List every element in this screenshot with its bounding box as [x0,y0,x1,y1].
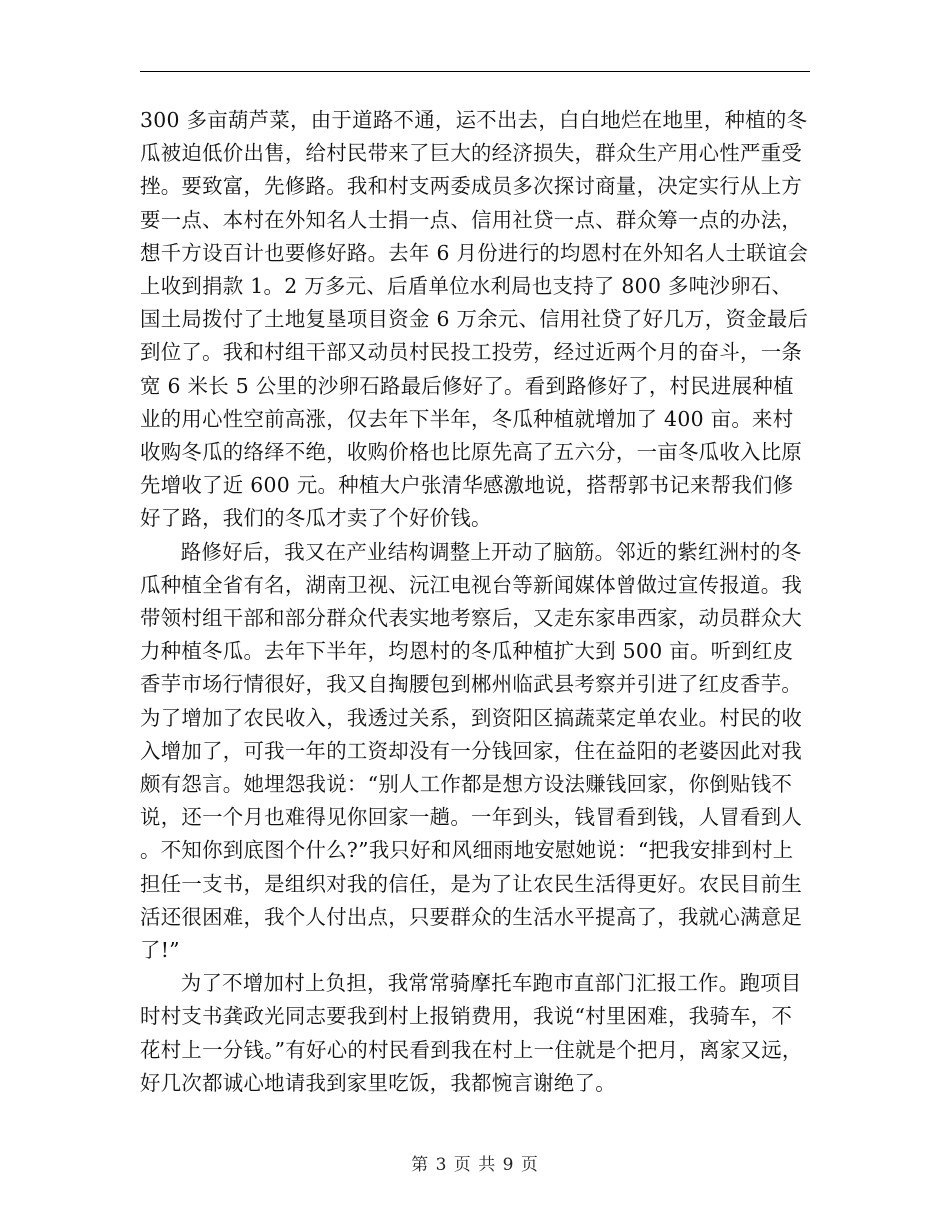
paragraph-3: 为了不增加村上负担，我常常骑摩托车跑市直部门汇报工作。跑项目时村支书龚政光同志要我到村上报销费用，我说“村里困难，我骑车，不花村上一分钱。”有好心的村民看到我在村上一住就是个把月，离家又远，好几次都诚心地请我到家里吃饭，我都惋言谢绝了。 [140,971,803,1095]
document-body [140,104,812,1100]
page-footer: 第 3 页 共 9 页 [411,1155,539,1175]
header-rule [140,71,810,72]
paragraph-2: 路修好后，我又在产业结构调整上开动了脑筋。邻近的紫红洲村的冬瓜种植全省有名，湖南卫视、沅江电视台等新闻媒体曾做过宣传报道。我带领村组干部和部分群众代表实地考察后，又走东家串西家，动员群众大力种植冬瓜。去年下半年，均恩村的冬瓜种植扩大到 500 亩。听到红皮香芋市场行情很好，我又自掏腰包到郴州临武县考察并引进了红皮香芋。为了增加了农民收入，我透过关系，到资阳区搞蔬菜定单农业。村民的收入增加了，可我一年的工资却没有一分钱回家，住在益阳的老婆因此对我颇有怨言。她埋怨我说：“别人工作都是想方设法赚钱回家，你倒贴钱不说，还一个月也难得见你回家一趟。一年到头，钱冒看到钱，人冒看到人。不知你到底图个什么?”我只好和风细雨地安慰她说：“把我安排到村上担任一支书，是组织对我的信任，是为了让农民生活得更好。农民目前生活还很困难，我个人付出点，只要群众的生活水平提高了，我就心满意足了!” [140,539,803,963]
paragraph-1: 300 多亩葫芦菜，由于道路不通，运不出去，白白地烂在地里，种植的冬瓜被迫低价出售，给村民带来了巨大的经济损失，群众生产用心性严重受挫。要致富，先修路。我和村支两委成员多次探讨商量，决定实行从上方要一点、本村在外知名人士捐一点、信用社贷一点、群众筹一点的办法，想千方设百计也要修好路。去年 6 月份进行的均恩村在外知名人士联谊会上收到捐款 1。2 万多元、后盾单位水利局也支持了 800 多吨沙卵石、国土局拨付了土地复垦项目资金 6 万余元、信用社贷了好几万，资金最后到位了。我和村组干部又动员村民投工投劳，经过近两个月的奋斗，一条宽 6 米长 5 公里的沙卵石路最后修好了。看到路修好了，村民进展种植业的用心性空前高涨，仅去年下半年，冬瓜种植就增加了 400 亩。来村收购冬瓜的络绎不绝，收购价格也比原先高了五六分，一亩冬瓜收入比原先增收了近 600 元。种植大户张清华感激地说，搭帮郭书记来帮我们修好了路，我们的冬瓜才卖了个好价钱。 [140,108,809,531]
